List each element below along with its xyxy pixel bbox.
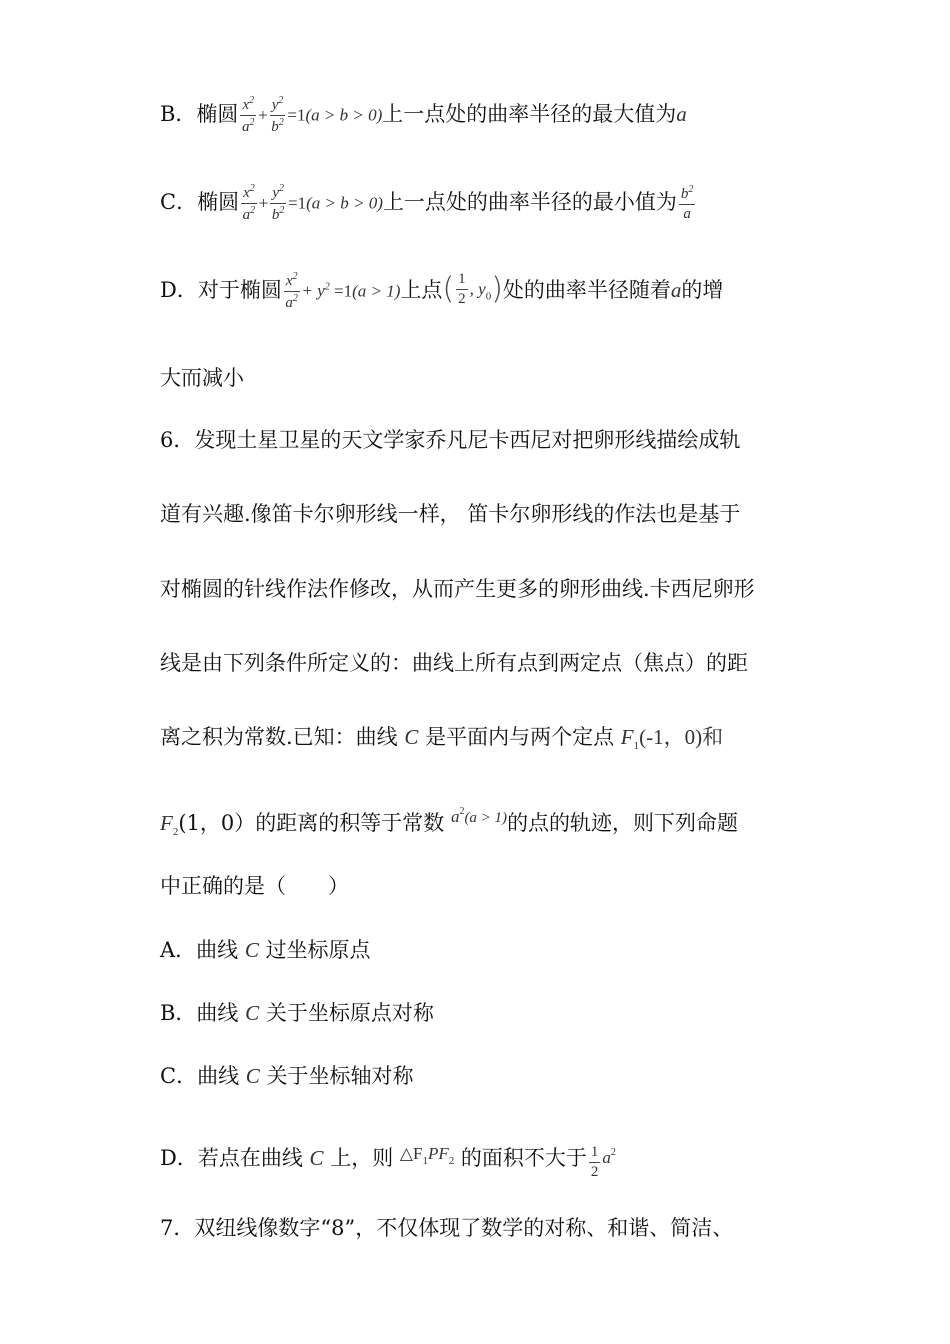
focus-f2: F: [160, 811, 173, 835]
q5-d-label: D．对于椭圆: [160, 278, 282, 302]
q5-b-answer: a: [676, 102, 687, 126]
ellipse-equation-c: $\frac{x^2}{a^2}$ + $\frac{y^2}{b^2}$ =1(a > b > 0): [242, 183, 383, 223]
q5-c-answer: $\frac{b^2}{a}$: [680, 184, 694, 222]
q6-line-6: $F_2(1$，0）的距离的积等于常数 $a^2(a > 1)$的点的轨迹，则下列命题: [160, 798, 738, 846]
q6-line-7: 中正确的是（ ）: [160, 874, 349, 898]
q6-line-4: 线是由下列条件所定义的：曲线上所有点到两定点（焦点）的距: [160, 651, 748, 675]
q5-d-var: a: [670, 278, 682, 302]
q5-c-label: C．椭圆: [160, 190, 240, 214]
constant-expression: $a^2(a > 1)$: [450, 806, 508, 826]
q5-option-d-continued: 大而减小: [160, 366, 244, 390]
q5-option-c: [160, 184, 697, 223]
q6-line-6-text-a: (1，0）的距离的积等于常数: [178, 811, 445, 835]
q6-line-3: 对椭圆的针线作法作修改，从而产生更多的卵形曲线.卡西尼卵形: [160, 577, 755, 601]
q5-option-d: [160, 272, 723, 311]
q6-option-b: B．曲线 C 关于坐标原点对称: [160, 1001, 434, 1025]
q6-option-d: D．若点在曲线 C 上，则 $\triangle F_1PF_2$ 的面积不大于 $\frac{1}{2}$ $a^2$: [160, 1138, 616, 1180]
ellipse-equation-b: $\frac{x^2}{a^2}$ + $\frac{y^2}{b^2}$ =1(a > b > 0): [242, 95, 383, 135]
q6-line-5-text-b: 是平面内与两个定点: [425, 725, 615, 749]
q6-line-5: 离之积为常数.已知：曲线 C 是平面内与两个定点 $F_1(-1$，0)和: [160, 725, 724, 753]
q5-d-text1: 上点: [400, 278, 443, 302]
q5-option-b: [160, 96, 687, 135]
q6-line-1: 6．发现土星卫星的天文学家乔凡尼卡西尼对把卵形线描绘成轨: [160, 428, 741, 452]
q6-line-5-text-a: 离之积为常数.已知：曲线: [160, 725, 398, 749]
q6-line-2: 道有兴趣.像笛卡尔卵形线一样， 笛卡尔卵形线的作法也是基于: [160, 502, 741, 526]
q5-d-text3: 的增: [681, 278, 724, 302]
q5-d-text2: 处的曲率半径随着: [502, 278, 671, 302]
focus-f1: F: [620, 725, 634, 749]
q5-d-point: ( $\frac{1}{2}$ , $y_0$): [442, 271, 503, 308]
half-a-squared: $\frac{1}{2}$ $a^2$: [590, 1143, 616, 1180]
q6-option-c: C．曲线 C 关于坐标轴对称: [160, 1064, 414, 1088]
triangle-expression: $\triangle F_1PF_2$: [399, 1144, 455, 1168]
q5-b-label: B．椭圆: [160, 102, 239, 126]
q6-line-6-text-b: 的点的轨迹，则下列命题: [507, 811, 739, 835]
q5-b-text: 上一点处的曲率半径的最大值为: [382, 102, 677, 126]
q7-line-1: 7．双纽线像数字“8”，不仅体现了数学的对称、和谐、简洁、: [160, 1216, 734, 1240]
q5-c-text: 上一点处的曲率半径的最小值为: [382, 190, 677, 214]
ellipse-equation-d: $\frac{x^2}{a^2}$ + $y^2 =1(a > 1)$: [285, 271, 401, 311]
curve-symbol: C: [404, 725, 419, 749]
q6-option-a: A．曲线 C 过坐标原点: [160, 938, 371, 962]
focus-f1-coords: (-1，0)和: [639, 725, 724, 749]
